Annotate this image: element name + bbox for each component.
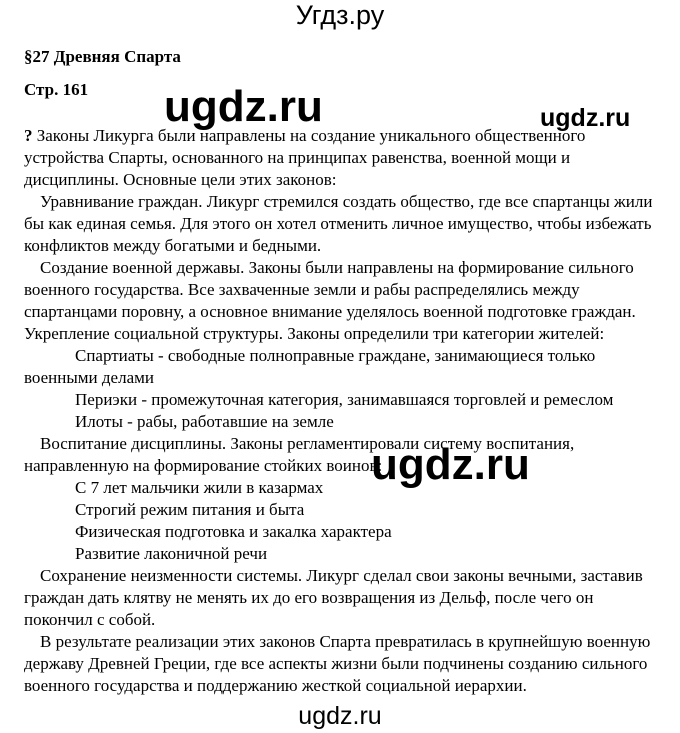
- text-line: военного государства и поддержанию жесткой социальной иерархии.: [24, 676, 527, 695]
- text-line: военного государства. Все захваченные земли и рабы распределялись между: [24, 280, 580, 299]
- text-line: дисциплины. Основные цели этих законов:: [24, 170, 337, 189]
- text-line: В результате реализации этих законов Спарта превратилась в крупнейшую военную: [40, 632, 651, 651]
- site-footer: ugdz.ru: [298, 702, 382, 730]
- text-line: Воспитание дисциплины. Законы регламентировали систему воспитания,: [40, 434, 575, 453]
- text-line: Илоты - рабы, работавшие на земле: [75, 412, 334, 431]
- watermark: ugdz.ru: [540, 104, 631, 132]
- text-line: державу Древней Греции, где все аспекты жизни были подчинены созданию сильного: [24, 654, 648, 673]
- page-number: Стр. 161: [24, 80, 89, 99]
- text-line: Создание военной державы. Законы были направлены на формирование сильного: [40, 258, 634, 277]
- text-line: устройства Спарты, основанного на принципах равенства, военной мощи и: [24, 148, 571, 167]
- text-line: Уравнивание граждан. Ликург стремился создать общество, где все спартанцы жили: [40, 192, 653, 211]
- text-line: военными делами: [24, 368, 154, 387]
- text-line: Развитие лаконичной речи: [75, 544, 268, 563]
- watermark: ugdz.ru: [164, 82, 323, 131]
- watermark: ugdz.ru: [371, 440, 530, 489]
- text-line: Строгий режим питания и быта: [75, 500, 305, 519]
- text-line: Сохранение неизменности системы. Ликург сделал свои законы вечными, заставив: [40, 566, 643, 585]
- text-line: бы как единая семья. Для этого он хотел отменить личное имущество, чтобы избежать: [24, 214, 652, 233]
- text-line: спартанцами поровну, а основное внимание уделялось военной подготовке граждан.: [24, 302, 636, 321]
- text-line: граждан дать клятву не менять их до его возвращения из Дельф, после чего он: [24, 588, 594, 607]
- text-line: направленную на формирование стойких воинов:: [24, 456, 383, 475]
- text-line: С 7 лет мальчики жили в казармах: [75, 478, 324, 497]
- text-line: Физическая подготовка и закалка характера: [75, 522, 392, 541]
- question-mark: ?: [24, 126, 33, 145]
- section-title: §27 Древняя Спарта: [24, 47, 181, 66]
- text-line: ? Законы Ликурга были направлены на создание уникального общественного: [24, 126, 586, 145]
- text-line: Укрепление социальной структуры. Законы определили три категории жителей:: [24, 324, 605, 343]
- text-line: Периэки - промежуточная категория, занимавшаяся торговлей и ремеслом: [75, 390, 614, 409]
- site-header: Угдз.ру: [295, 0, 385, 30]
- text-line: покончил с собой.: [24, 610, 156, 629]
- text-line: конфликтов между богатыми и бедными.: [24, 236, 322, 255]
- text-line: Спартиаты - свободные полноправные граждане, занимающиеся только: [75, 346, 596, 365]
